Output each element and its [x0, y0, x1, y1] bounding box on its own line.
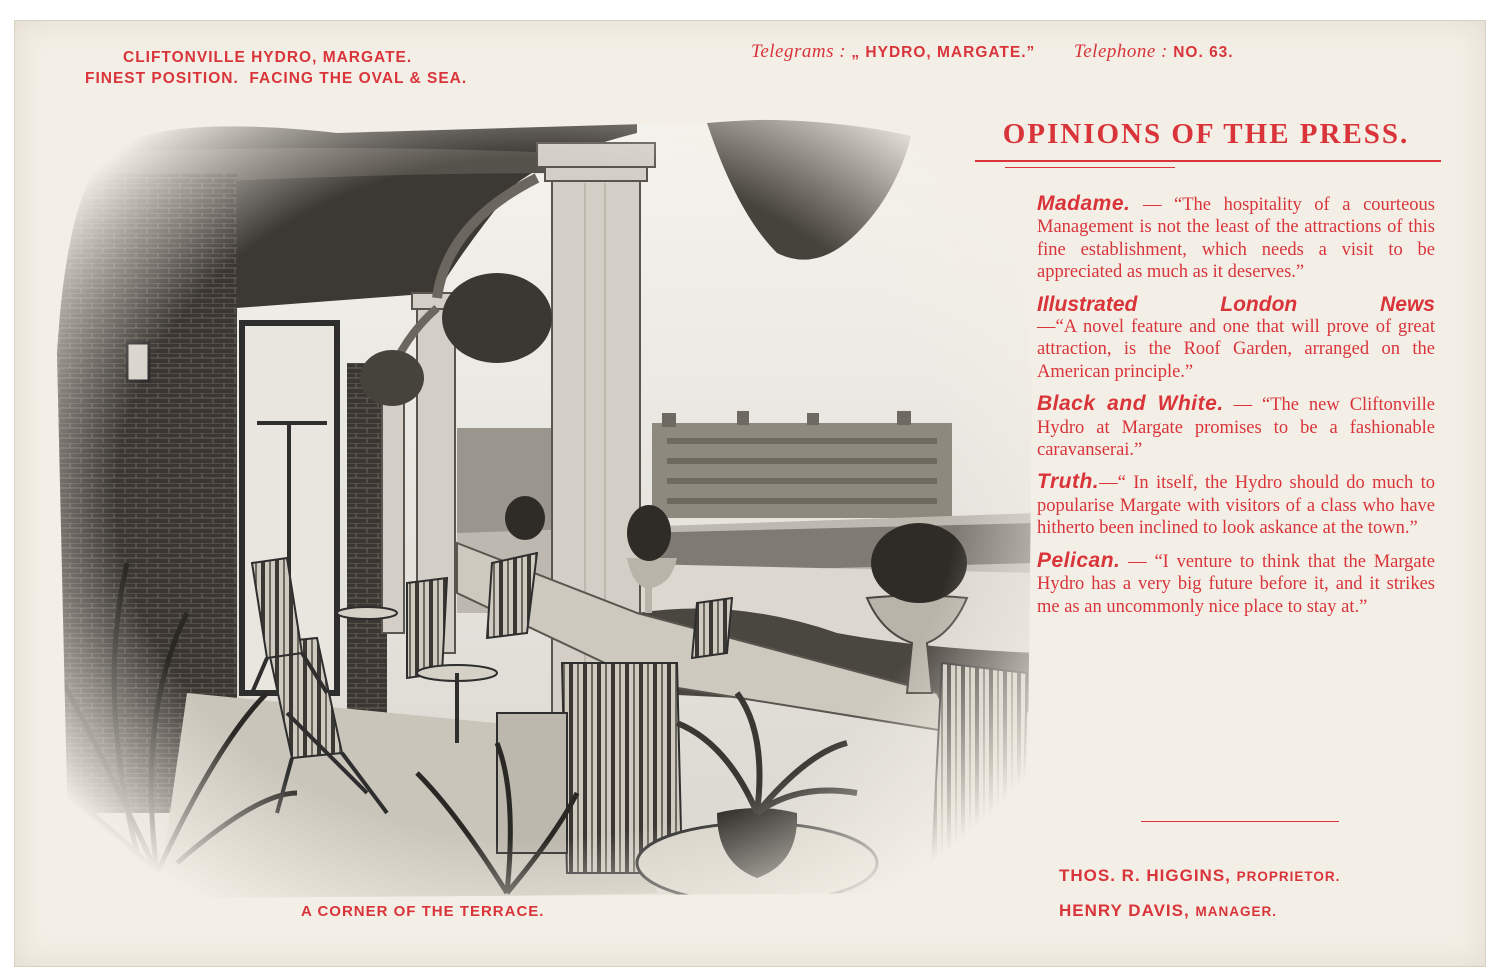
- quote-source: Truth.: [1037, 470, 1100, 494]
- photo-caption: A CORNER OF THE TERRACE.: [301, 903, 545, 920]
- press-quote: [1037, 294, 1435, 384]
- contact-line: [751, 41, 1234, 63]
- press-quote: [1037, 193, 1435, 284]
- telegrams-label: Telegrams :: [751, 41, 847, 62]
- manager-name: HENRY DAVIS,: [1059, 901, 1190, 920]
- manager-role: MANAGER.: [1195, 904, 1277, 919]
- hotel-position: FINEST POSITION. FACING THE OVAL & SEA.: [85, 70, 468, 87]
- proprietor-name: THOS. R. HIGGINS,: [1059, 866, 1231, 885]
- quote-source: Pelican.: [1037, 548, 1121, 572]
- title-rule: [975, 160, 1441, 162]
- quote-source: Illustrated London News: [1037, 292, 1435, 316]
- press-quote: [1037, 471, 1435, 539]
- hotel-name: CLIFTONVILLE HYDRO, MARGATE.: [123, 49, 413, 66]
- quote-text: — “The new Cliftonville Hydro at Margate promises to be a fashionable caravanserai.”: [1037, 395, 1435, 461]
- title-subrule: [1005, 167, 1175, 168]
- hotel-header: [85, 47, 467, 89]
- terrace-photo: [37, 93, 1037, 903]
- proprietor-line: [1059, 859, 1340, 894]
- quote-source: Black and White.: [1037, 392, 1224, 416]
- telegrams-value: „ HYDRO, MARGATE.”: [851, 44, 1036, 61]
- press-quotes: [1037, 193, 1435, 628]
- management-credits: [1059, 859, 1340, 929]
- quote-text: —“ In itself, the Hydro should do much to popularise Margate with visitors of a class who have hitherto been inclined to look askance at the town.”: [1037, 473, 1435, 539]
- press-quote: [1037, 550, 1435, 618]
- quote-text: — “I venture to think that the Margate Hydro has a very big future before it, and it strikes me as an uncommonly nice place to stay at.”: [1037, 551, 1435, 617]
- telephone-label: Telephone :: [1073, 41, 1168, 62]
- terrace-photo-illustration: [37, 93, 1037, 903]
- press-quote: [1037, 393, 1435, 461]
- proprietor-role: PROPRIETOR.: [1236, 869, 1341, 884]
- telephone-value: NO. 63.: [1173, 44, 1234, 61]
- quotes-end-rule: [1141, 821, 1339, 822]
- quote-source: Madame.: [1037, 192, 1131, 215]
- manager-line: [1059, 894, 1340, 929]
- postcard: [14, 20, 1486, 967]
- press-title: OPINIONS OF THE PRESS.: [1002, 118, 1410, 150]
- quote-text: —“A novel feature and one that will prove of great attraction, is the Roof Garden, arranged on the American principle.”: [1037, 317, 1435, 382]
- quote-text: — “The hospitality of a courteous Management is not the least of the attractions of this fine establishment, which needs a visit to be appreciated as much as it deserves.”: [1037, 195, 1435, 283]
